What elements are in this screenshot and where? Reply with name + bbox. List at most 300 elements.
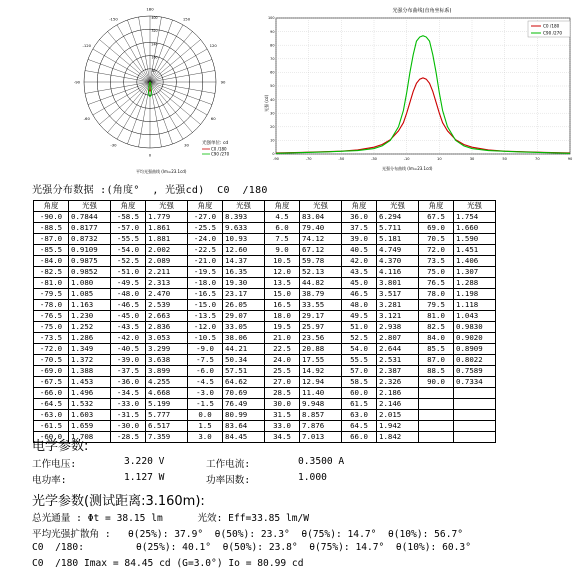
angle-cell: -33.0 bbox=[111, 399, 146, 410]
intensity-cell: 2.663 bbox=[146, 311, 188, 322]
angle-cell: 57.0 bbox=[342, 366, 377, 377]
angle-cell: -76.5 bbox=[34, 311, 69, 322]
intensity-cell: 1.230 bbox=[69, 311, 111, 322]
intensity-cell: 52.13 bbox=[300, 267, 342, 278]
intensity-cell: 20.88 bbox=[300, 344, 342, 355]
angle-cell: -75.0 bbox=[34, 322, 69, 333]
intensity-cell: 3.053 bbox=[146, 333, 188, 344]
intensity-cell: 17.55 bbox=[300, 355, 342, 366]
line-y-tick-label: 40 bbox=[270, 97, 275, 102]
line-legend-c0: C0 /180 bbox=[543, 23, 560, 29]
intensity-cell: 74.12 bbox=[300, 234, 342, 245]
intensity-cell: 29.17 bbox=[300, 311, 342, 322]
intensity-cell: 0.9830 bbox=[454, 322, 496, 333]
intensity-cell: 5.199 bbox=[146, 399, 188, 410]
intensity-cell: 2.807 bbox=[377, 333, 419, 344]
angle-cell: 45.0 bbox=[342, 278, 377, 289]
intensity-cell: 83.64 bbox=[223, 421, 265, 432]
intensity-cell: 0.9852 bbox=[69, 267, 111, 278]
intensity-cell: 0.8909 bbox=[454, 344, 496, 355]
line-xlabel: 光强分布曲线 (lm=23.1cd) bbox=[382, 166, 433, 171]
angle-cell: -34.5 bbox=[111, 388, 146, 399]
intensity-cell: 3.638 bbox=[146, 355, 188, 366]
angle-cell: 48.0 bbox=[342, 300, 377, 311]
intensity-cell: 1.754 bbox=[454, 212, 496, 223]
intensity-cell: 0.9109 bbox=[69, 245, 111, 256]
intensity-cell bbox=[454, 399, 496, 410]
table-header-cell: 角度 bbox=[419, 201, 454, 212]
polar-ring-label: 160 bbox=[151, 55, 158, 60]
angle-cell: 25.5 bbox=[265, 366, 300, 377]
polar-ring-label: 80 bbox=[151, 68, 156, 73]
angle-cell: -72.0 bbox=[34, 344, 69, 355]
data-caption: 光强分布数据 :(角度° , 光强cd) C0 /180 bbox=[32, 185, 268, 196]
angle-cell: -31.5 bbox=[111, 410, 146, 421]
table-row bbox=[34, 410, 496, 421]
angle-cell: -45.0 bbox=[111, 311, 146, 322]
angle-cell: -64.5 bbox=[34, 399, 69, 410]
angle-cell: -12.0 bbox=[188, 322, 223, 333]
angle-cell: -40.5 bbox=[111, 344, 146, 355]
angle-cell: 1.5 bbox=[188, 421, 223, 432]
angle-cell: 90.0 bbox=[419, 377, 454, 388]
intensity-cell: 12.94 bbox=[300, 377, 342, 388]
intensity-cell: 0.8177 bbox=[69, 223, 111, 234]
angle-cell: 58.5 bbox=[342, 377, 377, 388]
intensity-cell: 1.288 bbox=[454, 278, 496, 289]
angle-cell: 36.0 bbox=[342, 212, 377, 223]
angle-cell: -4.5 bbox=[188, 377, 223, 388]
angle-cell: -63.0 bbox=[34, 410, 69, 421]
intensity-cell: 1.779 bbox=[146, 212, 188, 223]
intensity-cell: 14.37 bbox=[223, 256, 265, 267]
intensity-cell: 1.659 bbox=[69, 421, 111, 432]
angle-cell: 75.0 bbox=[419, 267, 454, 278]
angle-cell: -70.5 bbox=[34, 355, 69, 366]
angle-cell: 40.5 bbox=[342, 245, 377, 256]
intensity-cell: 0.9875 bbox=[69, 256, 111, 267]
angle-cell bbox=[419, 388, 454, 399]
angle-cell: 10.5 bbox=[265, 256, 300, 267]
angle-cell: -42.0 bbox=[111, 333, 146, 344]
line-y-tick-label: 60 bbox=[270, 70, 275, 75]
intensity-cell bbox=[454, 421, 496, 432]
intensity-cell: 79.40 bbox=[300, 223, 342, 234]
line-x-tick-label: 10 bbox=[437, 157, 442, 161]
polar-angle-label: 30 bbox=[184, 142, 189, 148]
intensity-cell: 1.590 bbox=[454, 234, 496, 245]
intensity-cell: 2.015 bbox=[377, 410, 419, 421]
line-y-tick-label: 90 bbox=[270, 29, 275, 34]
angle-cell: 12.0 bbox=[265, 267, 300, 278]
line-y-tick-label: 70 bbox=[270, 57, 275, 61]
intensity-cell: 2.470 bbox=[146, 289, 188, 300]
intensity-cell: 64.62 bbox=[223, 377, 265, 388]
angle-cell: 49.5 bbox=[342, 311, 377, 322]
intensity-cell: 2.938 bbox=[377, 322, 419, 333]
angle-cell: -57.0 bbox=[111, 223, 146, 234]
angle-cell: 66.0 bbox=[342, 432, 377, 443]
angle-cell: 82.5 bbox=[419, 322, 454, 333]
table-row bbox=[34, 300, 496, 311]
angle-cell: 64.5 bbox=[342, 421, 377, 432]
angle-cell: -15.0 bbox=[188, 300, 223, 311]
angle-cell: 43.5 bbox=[342, 267, 377, 278]
line-x-tick-label: -50 bbox=[338, 157, 345, 161]
intensity-cell: 1.080 bbox=[69, 278, 111, 289]
angle-cell: -46.5 bbox=[111, 300, 146, 311]
angle-cell: -37.5 bbox=[111, 366, 146, 377]
intensity-cell: 1.043 bbox=[454, 311, 496, 322]
angle-cell: 28.5 bbox=[265, 388, 300, 399]
intensity-cell: 6.517 bbox=[146, 421, 188, 432]
table-row bbox=[34, 355, 496, 366]
intensity-cell: 0.7589 bbox=[454, 366, 496, 377]
table-row bbox=[34, 278, 496, 289]
angle-cell: -61.5 bbox=[34, 421, 69, 432]
intensity-cell: 29.07 bbox=[223, 311, 265, 322]
polar-angle-label: -120 bbox=[82, 43, 92, 48]
line-legend bbox=[528, 21, 570, 37]
angle-cell: -66.0 bbox=[34, 388, 69, 399]
angle-cell: -82.5 bbox=[34, 267, 69, 278]
intensity-cell: 0.8022 bbox=[454, 355, 496, 366]
polar-angle-label: 60 bbox=[210, 116, 216, 121]
intensity-cell: 3.299 bbox=[146, 344, 188, 355]
polar-angle-label: 150 bbox=[182, 16, 191, 22]
angle-cell: 55.5 bbox=[342, 355, 377, 366]
table-row bbox=[34, 366, 496, 377]
average-beam-angle-line: 平均光强扩散角 : θ(25%): 37.9° θ(50%): 23.3° θ(75%): 14.7° θ(10%): 56.7° bbox=[32, 529, 464, 540]
angle-cell: -55.5 bbox=[111, 234, 146, 245]
angle-cell: -67.5 bbox=[34, 377, 69, 388]
intensity-cell: 0.9020 bbox=[454, 333, 496, 344]
intensity-cell: 33.55 bbox=[300, 300, 342, 311]
intensity-cell: 5.181 bbox=[377, 234, 419, 245]
intensity-cell: 1.118 bbox=[454, 300, 496, 311]
intensity-cell: 2.186 bbox=[377, 388, 419, 399]
angle-cell: -49.5 bbox=[111, 278, 146, 289]
angle-cell: -78.0 bbox=[34, 300, 69, 311]
intensity-cell: 1.842 bbox=[377, 432, 419, 443]
intensity-cell: 2.211 bbox=[146, 267, 188, 278]
angle-cell: -1.5 bbox=[188, 399, 223, 410]
intensity-cell: 8.857 bbox=[300, 410, 342, 421]
angle-cell bbox=[419, 410, 454, 421]
table-header-cell: 光强 bbox=[146, 201, 188, 212]
angle-cell: -60.0 bbox=[34, 432, 69, 443]
intensity-cell: 1.451 bbox=[454, 245, 496, 256]
angle-cell: 34.5 bbox=[265, 432, 300, 443]
intensity-cell bbox=[454, 432, 496, 443]
angle-cell: 33.0 bbox=[265, 421, 300, 432]
voltage-value: 3.220 V bbox=[124, 456, 165, 467]
angle-cell: -27.0 bbox=[188, 212, 223, 223]
intensity-cell: 2.326 bbox=[377, 377, 419, 388]
intensity-cell: 16.35 bbox=[223, 267, 265, 278]
intensity-cell: 0.7844 bbox=[69, 212, 111, 223]
intensity-cell: 38.06 bbox=[223, 333, 265, 344]
intensity-cell: 3.517 bbox=[377, 289, 419, 300]
polar-angle-label: 180 bbox=[146, 6, 154, 12]
intensity-cell: 19.30 bbox=[223, 278, 265, 289]
angle-cell: -7.5 bbox=[188, 355, 223, 366]
angle-cell: -16.5 bbox=[188, 289, 223, 300]
table-header-cell: 光强 bbox=[223, 201, 265, 212]
line-y-tick-label: 10 bbox=[270, 138, 275, 143]
table-row bbox=[34, 245, 496, 256]
intensity-cell: 1.496 bbox=[69, 388, 111, 399]
intensity-cell bbox=[454, 410, 496, 421]
angle-cell: -43.5 bbox=[111, 322, 146, 333]
table-header-cell: 角度 bbox=[265, 201, 300, 212]
angle-cell: -22.5 bbox=[188, 245, 223, 256]
angle-cell: -9.0 bbox=[188, 344, 223, 355]
angle-cell: -73.5 bbox=[34, 333, 69, 344]
angle-cell: 46.5 bbox=[342, 289, 377, 300]
angle-cell: -30.0 bbox=[111, 421, 146, 432]
table-row bbox=[34, 256, 496, 267]
table-header-cell: 光强 bbox=[69, 201, 111, 212]
line-y-tick-label: 100 bbox=[268, 16, 275, 21]
angle-cell: 73.5 bbox=[419, 256, 454, 267]
angle-cell: -90.0 bbox=[34, 212, 69, 223]
angle-cell: -19.5 bbox=[188, 267, 223, 278]
intensity-cell: 1.603 bbox=[69, 410, 111, 421]
angle-cell bbox=[419, 432, 454, 443]
polar-legend-title: 光强单位: cd bbox=[202, 141, 229, 146]
angle-cell: 81.0 bbox=[419, 311, 454, 322]
polar-angle-label: -150 bbox=[109, 16, 118, 22]
polar-angle-label: -60 bbox=[83, 116, 90, 121]
table-row bbox=[34, 344, 496, 355]
table-row bbox=[34, 311, 496, 322]
polar-ring-label: 320 bbox=[151, 29, 158, 34]
intensity-cell: 76.49 bbox=[223, 399, 265, 410]
line-series-c0 bbox=[276, 78, 570, 153]
intensity-cell: 59.78 bbox=[300, 256, 342, 267]
intensity-cell: 2.387 bbox=[377, 366, 419, 377]
intensity-cell: 44.21 bbox=[223, 344, 265, 355]
c0-beam-angle-line: C0 /180: θ(25%): 40.1° θ(50%): 23.8° θ(75%): 14.7° θ(10%): 60.3° bbox=[32, 542, 471, 553]
intensity-cell: 1.163 bbox=[69, 300, 111, 311]
intensity-cell: 2.531 bbox=[377, 355, 419, 366]
polar-xlabel: 平均光强曲线 (lm=23.1cd) bbox=[136, 169, 187, 174]
angle-cell: 63.0 bbox=[342, 410, 377, 421]
intensity-cell: 23.17 bbox=[223, 289, 265, 300]
angle-cell: 88.5 bbox=[419, 366, 454, 377]
intensity-cell: 0.8732 bbox=[69, 234, 111, 245]
table-row bbox=[34, 267, 496, 278]
angle-cell: 18.0 bbox=[265, 311, 300, 322]
angle-cell: -6.0 bbox=[188, 366, 223, 377]
line-y-tick-label: 30 bbox=[270, 111, 275, 116]
line-x-tick-label: 90 bbox=[567, 157, 573, 161]
angle-cell: 42.0 bbox=[342, 256, 377, 267]
angle-cell: 0.0 bbox=[188, 410, 223, 421]
intensity-cell: 1.881 bbox=[146, 234, 188, 245]
intensity-cell: 67.12 bbox=[300, 245, 342, 256]
line-chart-title: 光强分布曲线(直角坐标系) bbox=[392, 8, 452, 14]
table-row bbox=[34, 223, 496, 234]
table-row bbox=[34, 322, 496, 333]
angle-cell: 69.0 bbox=[419, 223, 454, 234]
angle-cell: -85.5 bbox=[34, 245, 69, 256]
angle-cell: 85.5 bbox=[419, 344, 454, 355]
angle-cell: 7.5 bbox=[265, 234, 300, 245]
intensity-data-table bbox=[33, 200, 496, 443]
table-row bbox=[34, 377, 496, 388]
angle-cell: -48.0 bbox=[111, 289, 146, 300]
intensity-cell: 0.7334 bbox=[454, 377, 496, 388]
electrical-title: 电学参数: bbox=[32, 439, 89, 454]
line-legend-c90: C90 /270 bbox=[543, 30, 562, 36]
table-header-cell: 光强 bbox=[454, 201, 496, 212]
intensity-cell: 6.294 bbox=[377, 212, 419, 223]
angle-cell: -25.5 bbox=[188, 223, 223, 234]
angle-cell: 87.0 bbox=[419, 355, 454, 366]
intensity-cell: 1.453 bbox=[69, 377, 111, 388]
intensity-cell: 4.116 bbox=[377, 267, 419, 278]
angle-cell: 61.5 bbox=[342, 399, 377, 410]
optical-title: 光学参数(测试距离:3.160m): bbox=[32, 494, 205, 509]
table-header-cell: 角度 bbox=[34, 201, 69, 212]
intensity-cell: 4.255 bbox=[146, 377, 188, 388]
intensity-cell: 57.51 bbox=[223, 366, 265, 377]
table-header-row bbox=[34, 201, 496, 212]
line-ylabel: 光强 (cd) bbox=[264, 94, 269, 112]
line-x-tick-label: 30 bbox=[469, 157, 475, 161]
angle-cell bbox=[419, 421, 454, 432]
intensity-cell: 10.93 bbox=[223, 234, 265, 245]
table-header-cell: 光强 bbox=[300, 201, 342, 212]
cartesian-intensity-chart bbox=[262, 2, 582, 174]
intensity-cell: 7.876 bbox=[300, 421, 342, 432]
intensity-cell: 1.861 bbox=[146, 223, 188, 234]
current-label: 工作电流: bbox=[206, 459, 251, 470]
polar-angle-label: -30 bbox=[110, 142, 117, 148]
polar-legend-c90: C90 /270 bbox=[211, 151, 230, 157]
imax-line: C0 /180 Imax = 84.45 cd (G=3.0°) Io = 80.99 cd bbox=[32, 558, 304, 569]
angle-cell: 37.5 bbox=[342, 223, 377, 234]
angle-cell: 6.0 bbox=[265, 223, 300, 234]
table-row bbox=[34, 289, 496, 300]
angle-cell: 27.0 bbox=[265, 377, 300, 388]
angle-cell: 15.0 bbox=[265, 289, 300, 300]
angle-cell: -18.0 bbox=[188, 278, 223, 289]
line-x-tick-label: -10 bbox=[403, 157, 410, 161]
line-x-tick-label: -30 bbox=[371, 157, 377, 161]
angle-cell: -79.5 bbox=[34, 289, 69, 300]
table-row bbox=[34, 399, 496, 410]
intensity-cell: 70.69 bbox=[223, 388, 265, 399]
intensity-cell: 2.644 bbox=[377, 344, 419, 355]
intensity-cell: 3.899 bbox=[146, 366, 188, 377]
voltage-label: 工作电压: bbox=[32, 459, 77, 470]
polar-ring-label: 400 bbox=[151, 16, 158, 20]
angle-cell: -36.0 bbox=[111, 377, 146, 388]
intensity-cell: 1.252 bbox=[69, 322, 111, 333]
intensity-cell: 2.836 bbox=[146, 322, 188, 333]
line-x-tick-label: 70 bbox=[535, 157, 540, 161]
intensity-cell: 80.99 bbox=[223, 410, 265, 421]
intensity-cell: 26.05 bbox=[223, 300, 265, 311]
angle-cell: 76.5 bbox=[419, 278, 454, 289]
intensity-cell: 44.82 bbox=[300, 278, 342, 289]
table-header-cell: 角度 bbox=[342, 201, 377, 212]
intensity-cell: 4.668 bbox=[146, 388, 188, 399]
table-body bbox=[34, 212, 496, 443]
table-row bbox=[34, 212, 496, 223]
intensity-cell bbox=[454, 388, 496, 399]
line-ticks bbox=[268, 16, 573, 161]
line-grid bbox=[276, 18, 570, 154]
table-row bbox=[34, 421, 496, 432]
line-y-tick-label: 0 bbox=[272, 152, 275, 157]
line-x-tick-label: -70 bbox=[305, 157, 312, 161]
angle-cell: -39.0 bbox=[111, 355, 146, 366]
table-row bbox=[34, 388, 496, 399]
line-series-c90 bbox=[276, 36, 570, 154]
angle-cell: 52.5 bbox=[342, 333, 377, 344]
power-value: 1.127 W bbox=[124, 472, 165, 483]
angle-cell: 84.0 bbox=[419, 333, 454, 344]
intensity-cell: 25.97 bbox=[300, 322, 342, 333]
angle-cell: -28.5 bbox=[111, 432, 146, 443]
intensity-cell: 83.04 bbox=[300, 212, 342, 223]
power-factor-label: 功率因数: bbox=[206, 475, 251, 486]
polar-intensity-chart bbox=[60, 2, 240, 174]
intensity-cell: 9.948 bbox=[300, 399, 342, 410]
intensity-cell: 2.313 bbox=[146, 278, 188, 289]
angle-cell: 39.0 bbox=[342, 234, 377, 245]
angle-cell: 60.0 bbox=[342, 388, 377, 399]
line-y-tick-label: 50 bbox=[270, 84, 275, 89]
intensity-cell: 50.34 bbox=[223, 355, 265, 366]
angle-cell: 4.5 bbox=[265, 212, 300, 223]
angle-cell: -21.0 bbox=[188, 256, 223, 267]
angle-cell: -24.0 bbox=[188, 234, 223, 245]
intensity-cell: 84.45 bbox=[223, 432, 265, 443]
intensity-cell: 1.942 bbox=[377, 421, 419, 432]
intensity-cell: 1.372 bbox=[69, 355, 111, 366]
intensity-cell: 9.633 bbox=[223, 223, 265, 234]
intensity-cell: 1.349 bbox=[69, 344, 111, 355]
angle-cell: 3.0 bbox=[188, 432, 223, 443]
angle-cell: 19.5 bbox=[265, 322, 300, 333]
angle-cell: -54.0 bbox=[111, 245, 146, 256]
intensity-cell: 1.406 bbox=[454, 256, 496, 267]
angle-cell: 13.5 bbox=[265, 278, 300, 289]
power-label: 电功率: bbox=[32, 475, 67, 486]
table-row bbox=[34, 432, 496, 443]
table-header-cell: 角度 bbox=[188, 201, 223, 212]
intensity-cell: 1.286 bbox=[69, 333, 111, 344]
luminous-flux-line: 总光通量 : Φt = 38.15 lm 光效: Eff=33.85 lm/W bbox=[32, 513, 310, 524]
angle-cell: -51.0 bbox=[111, 267, 146, 278]
angle-cell: 31.5 bbox=[265, 410, 300, 421]
angle-cell: -13.5 bbox=[188, 311, 223, 322]
intensity-cell: 1.660 bbox=[454, 223, 496, 234]
angle-cell: -10.5 bbox=[188, 333, 223, 344]
intensity-cell: 1.532 bbox=[69, 399, 111, 410]
intensity-cell: 7.359 bbox=[146, 432, 188, 443]
intensity-cell: 14.92 bbox=[300, 366, 342, 377]
angle-cell: 79.5 bbox=[419, 300, 454, 311]
line-series bbox=[276, 36, 570, 154]
table-header-cell: 角度 bbox=[111, 201, 146, 212]
intensity-cell: 2.002 bbox=[146, 245, 188, 256]
